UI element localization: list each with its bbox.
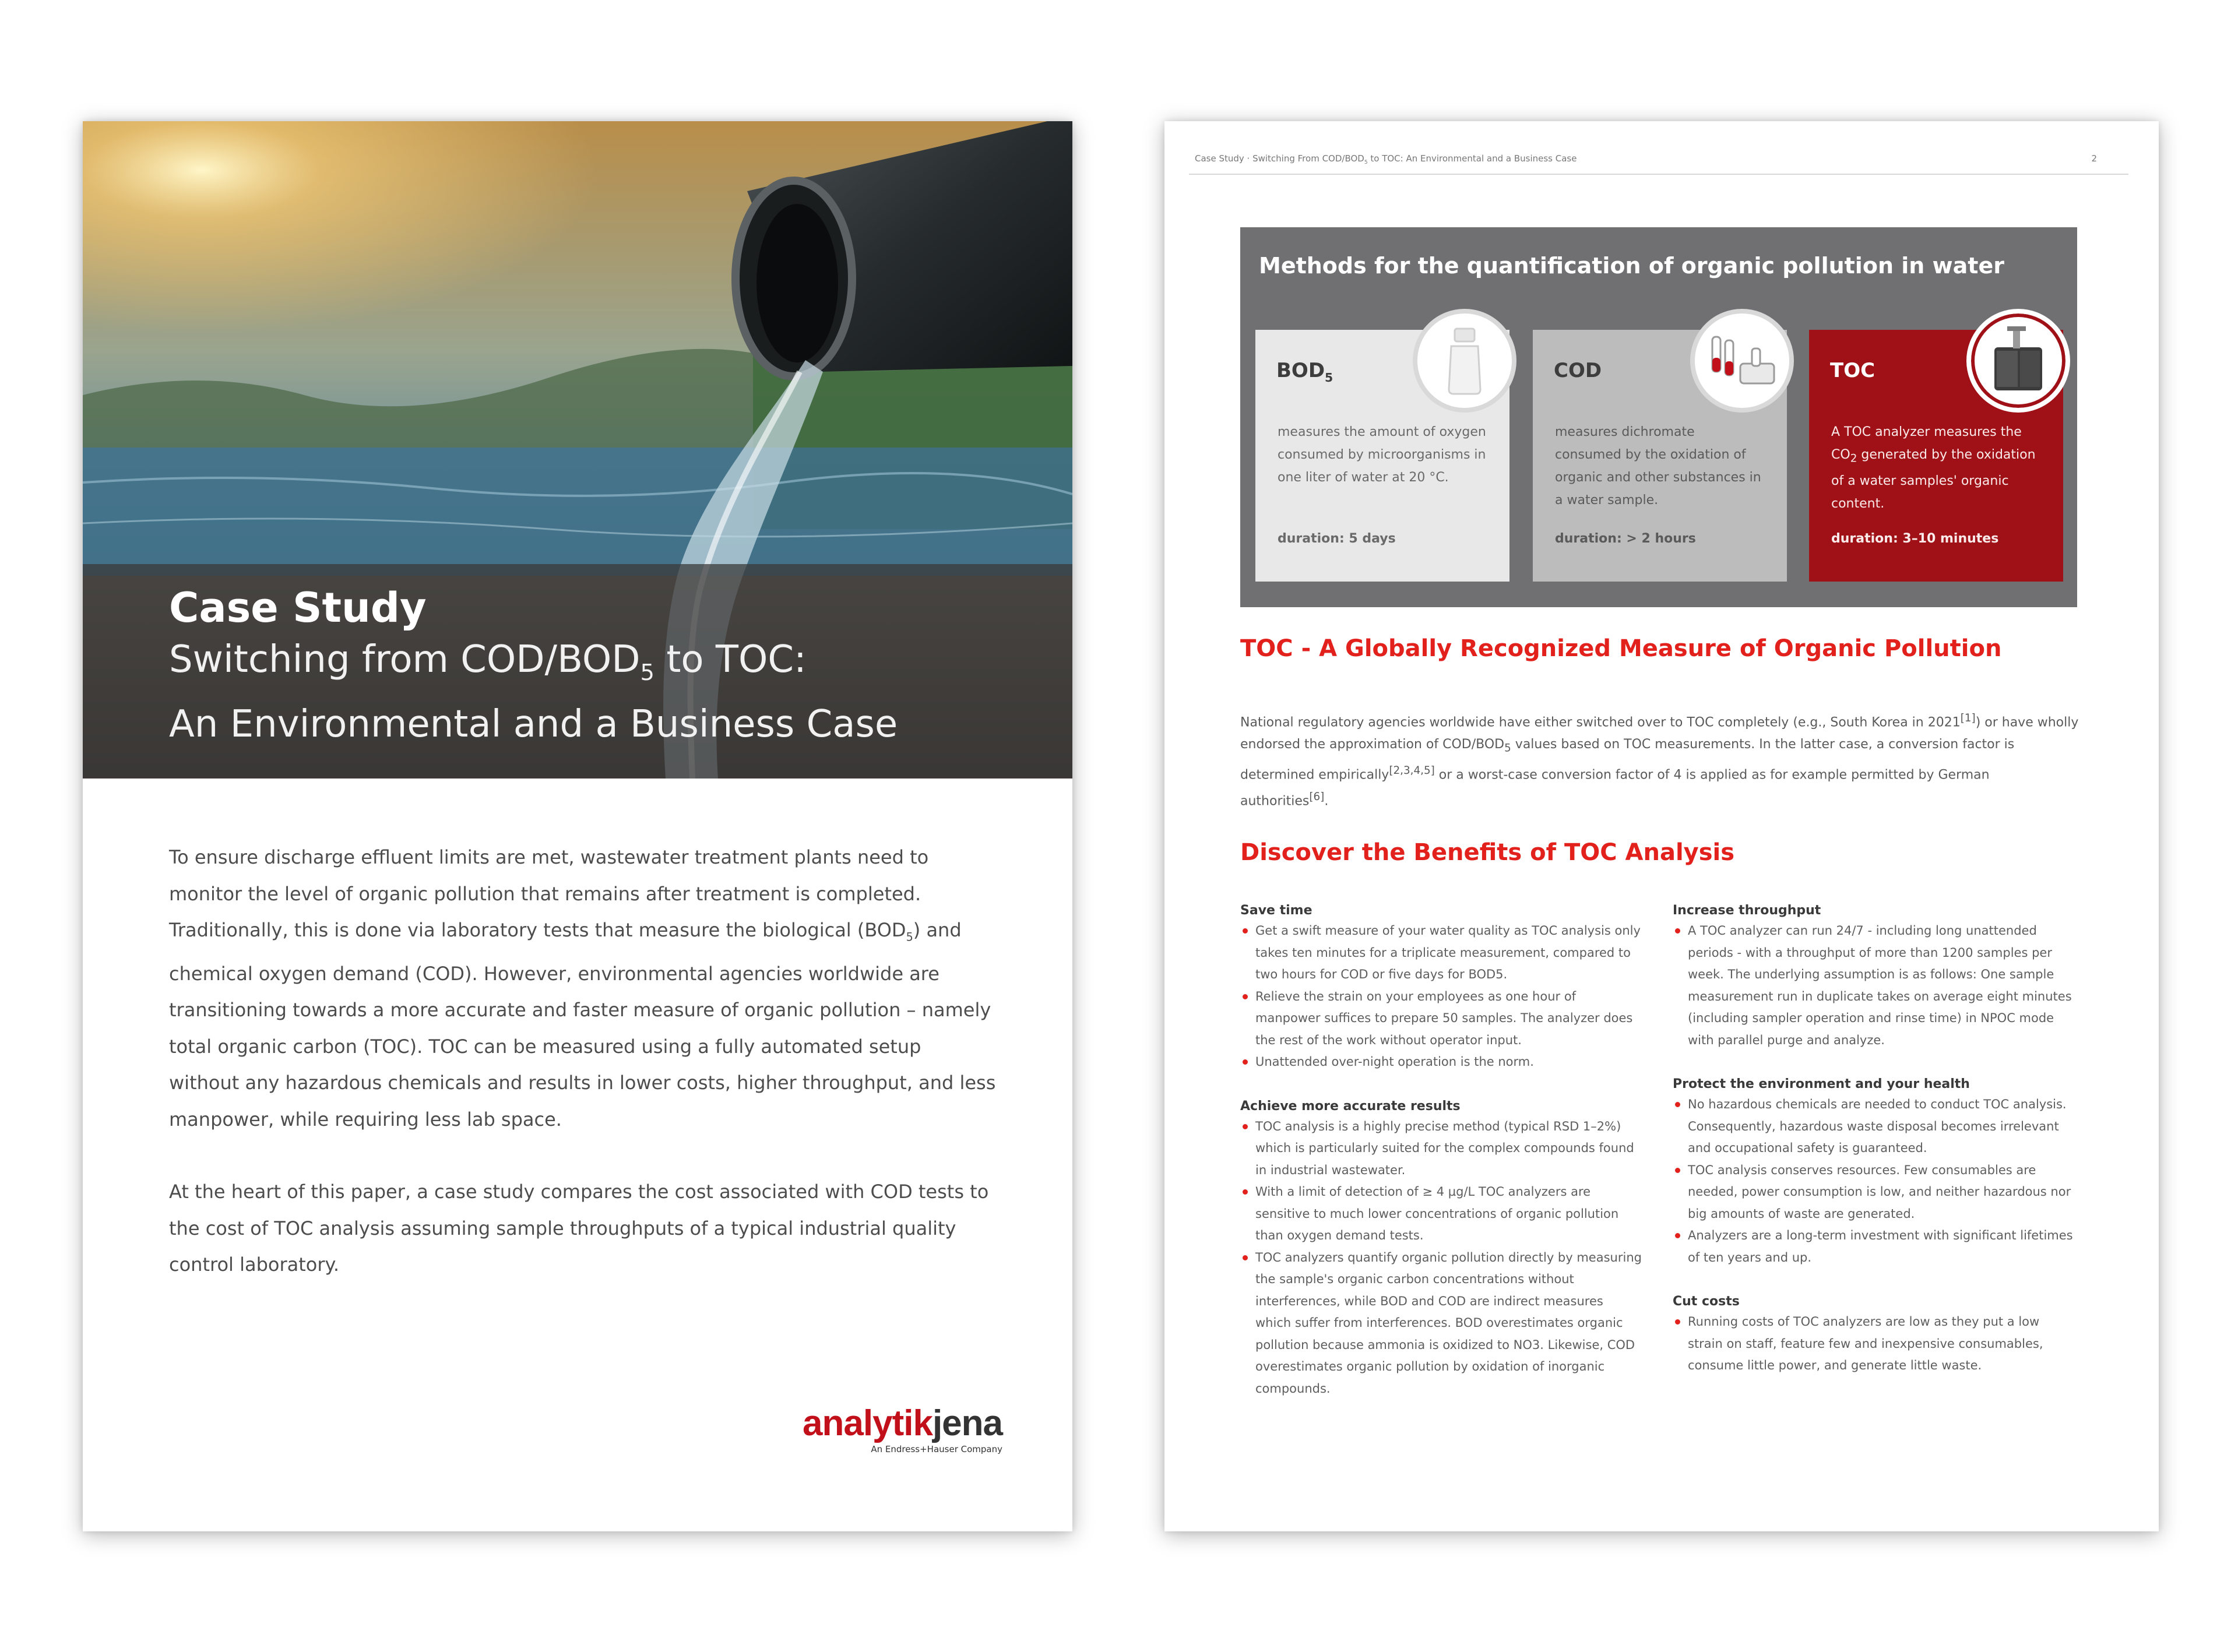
toc-paragraph: National regulatory agencies worldwide have either switched over to TOC completely (e.g., South Korea in 2021[1]) or have wholly endorsed the approximation of COD/$BOD_5$ values based on TOC measurements. In the latter case, a conversion factor is determined empirically[2,3,4,5] or a worst-case conversion factor of 4 is applied as for example permitted by German authorities[6].: [1240, 712, 2079, 809]
card-duration-cod: duration: > 2 hours: [1555, 531, 1696, 546]
benefit-item: TOC analysis conserves resources. Few consumables are needed, power consumption is low, and neither hazardous nor big amounts of waste are generated.: [1673, 1160, 2075, 1225]
heading-toc-globally-recognized: TOC - A Globally Recognized Measure of Organic Pollution: [1240, 635, 2002, 662]
card-desc-bod: measures the amount of oxygen consumed by microorganisms in one liter of water at 20 °C.: [1278, 425, 1486, 485]
header-divider: [1189, 174, 2128, 175]
benefits-right-column: [1673, 903, 2075, 1403]
card-desc-toc: A TOC analyzer measures the $CO_2$ generated by the oxidation of a water samples' organic content.: [1831, 425, 2036, 512]
test-tubes-icon: [1690, 309, 1794, 413]
card-title-bod: $BOD_5$: [1276, 359, 1333, 385]
benefit-heading: Cut costs: [1673, 1294, 1740, 1309]
benefit-item: Unattended over-night operation is the norm.: [1240, 1051, 1642, 1073]
benefit-section: [1673, 1077, 2075, 1269]
method-card-cod: [1533, 330, 1787, 582]
bottle-icon: [1413, 309, 1516, 413]
method-card-toc: [1809, 330, 2063, 582]
page-number: 2: [2091, 153, 2097, 164]
cover-subtitle-line2: An Environmental and a Business Case: [169, 702, 898, 746]
benefit-section: [1240, 1099, 1642, 1400]
cover-kicker: Case Study: [169, 584, 427, 632]
cover-intro: [169, 839, 997, 1319]
analytik-jena-logo: analytikjena An Endress+Hauser Company: [803, 1403, 1002, 1454]
heading-discover-benefits: Discover the Benefits of TOC Analysis: [1240, 839, 1735, 866]
content-page-2: [1164, 121, 2159, 1531]
intro-paragraph-2: At the heart of this paper, a case study compares the cost associated with COD tests to the cost of TOC analysis assuming sample throughputs of a typical industrial quality control laboratory.: [169, 1181, 989, 1276]
running-header: Case Study · Switching From COD/$BOD_5$ to TOC: An Environmental and a Business Case 2: [1195, 153, 2097, 165]
benefit-item: Get a swift measure of your water quality as TOC analysis only takes ten minutes for a triplicate measurement, compared to two hours for COD or five days for BOD5.: [1240, 920, 1642, 986]
benefit-item: TOC analyzers quantify organic pollution directly by measuring the sample's organic carbon concentrations without interferences, while BOD and COD are indirect measures which suffer from interferences. BOD overestimates organic pollution because ammonia is oxidized to NO3. Likewise, COD overestimates organic pollution by oxidation of inorganic compounds.: [1240, 1247, 1642, 1400]
methods-title: Methods for the quantification of organic pollution in water: [1259, 253, 2004, 279]
benefit-section: [1673, 903, 2075, 1051]
analyzer-icon: [1966, 309, 2070, 413]
benefit-item: No hazardous chemicals are needed to conduct TOC analysis. Consequently, hazardous waste disposal becomes irrelevant and occupational safety is guaranteed.: [1673, 1094, 2075, 1160]
benefit-heading: Protect the environment and your health: [1673, 1077, 1970, 1091]
card-title-toc: TOC: [1830, 359, 1875, 382]
cover-subtitle-line1: Switching from COD/$BOD_5$ to TOC:: [169, 638, 807, 686]
method-card-bod: [1255, 330, 1509, 582]
benefit-item: Analyzers are a long-term investment with significant lifetimes of ten years and up.: [1673, 1225, 2075, 1269]
card-duration-toc: duration: 3–10 minutes: [1831, 531, 1999, 546]
benefit-item: Relieve the strain on your employees as one hour of manpower suffices to prepare 50 samples. The analyzer does the rest of the work without operator input.: [1240, 986, 1642, 1052]
benefits-left-column: [1240, 903, 1642, 1425]
card-title-cod: COD: [1554, 359, 1602, 382]
benefit-item: A TOC analyzer can run 24/7 - including long unattended periods - with a throughput of more than 1200 samples per week. The underlying assumption is as follows: One sample measurement run in duplicate takes on average eight minutes (including sampler operation and rinse time) in NPOC mode with parallel purge and analyze.: [1673, 920, 2075, 1051]
card-duration-bod: duration: 5 days: [1278, 531, 1396, 546]
benefit-heading: Save time: [1240, 903, 1312, 918]
benefit-item: With a limit of detection of ≥ 4 µg/L TOC analyzers are sensitive to much lower concentrations of organic pollution than oxygen demand tests.: [1240, 1181, 1642, 1247]
benefit-section: [1240, 903, 1642, 1073]
intro-paragraph-1: To ensure discharge effluent limits are met, wastewater treatment plants need to monitor the level of organic pollution that remains after treatment is completed. Traditionally, this is done via laboratory tests that measure the biological $(BOD_5)$ and chemical oxygen demand (COD). However, environmental agencies worldwide are transitioning towards a more accurate and faster measure of organic pollution – namely total organic carbon (TOC). TOC can be measured using a fully automated setup without any hazardous chemicals and results in lower costs, higher throughput, and less manpower, while requiring less lab space.: [169, 846, 996, 1130]
benefit-heading: Achieve more accurate results: [1240, 1098, 1461, 1114]
benefit-heading: Increase throughput: [1673, 903, 1821, 918]
methods-panel: [1240, 227, 2077, 607]
benefit-section: [1673, 1294, 2075, 1377]
benefit-item: TOC analysis is a highly precise method (typical RSD 1–2%) which is particularly suited for the complex compounds found in industrial wastewater.: [1240, 1116, 1642, 1182]
logo-tagline: An Endress+Hauser Company: [871, 1444, 1002, 1454]
cover-page: [83, 121, 1072, 1531]
benefit-item: Running costs of TOC analyzers are low as they put a low strain on staff, feature few and inexpensive consumables, consume little power, and generate little waste.: [1673, 1311, 2075, 1377]
card-desc-cod: measures dichromate consumed by the oxidation of organic and other substances in a water sample.: [1555, 425, 1761, 508]
cover-title-block: [169, 582, 898, 750]
